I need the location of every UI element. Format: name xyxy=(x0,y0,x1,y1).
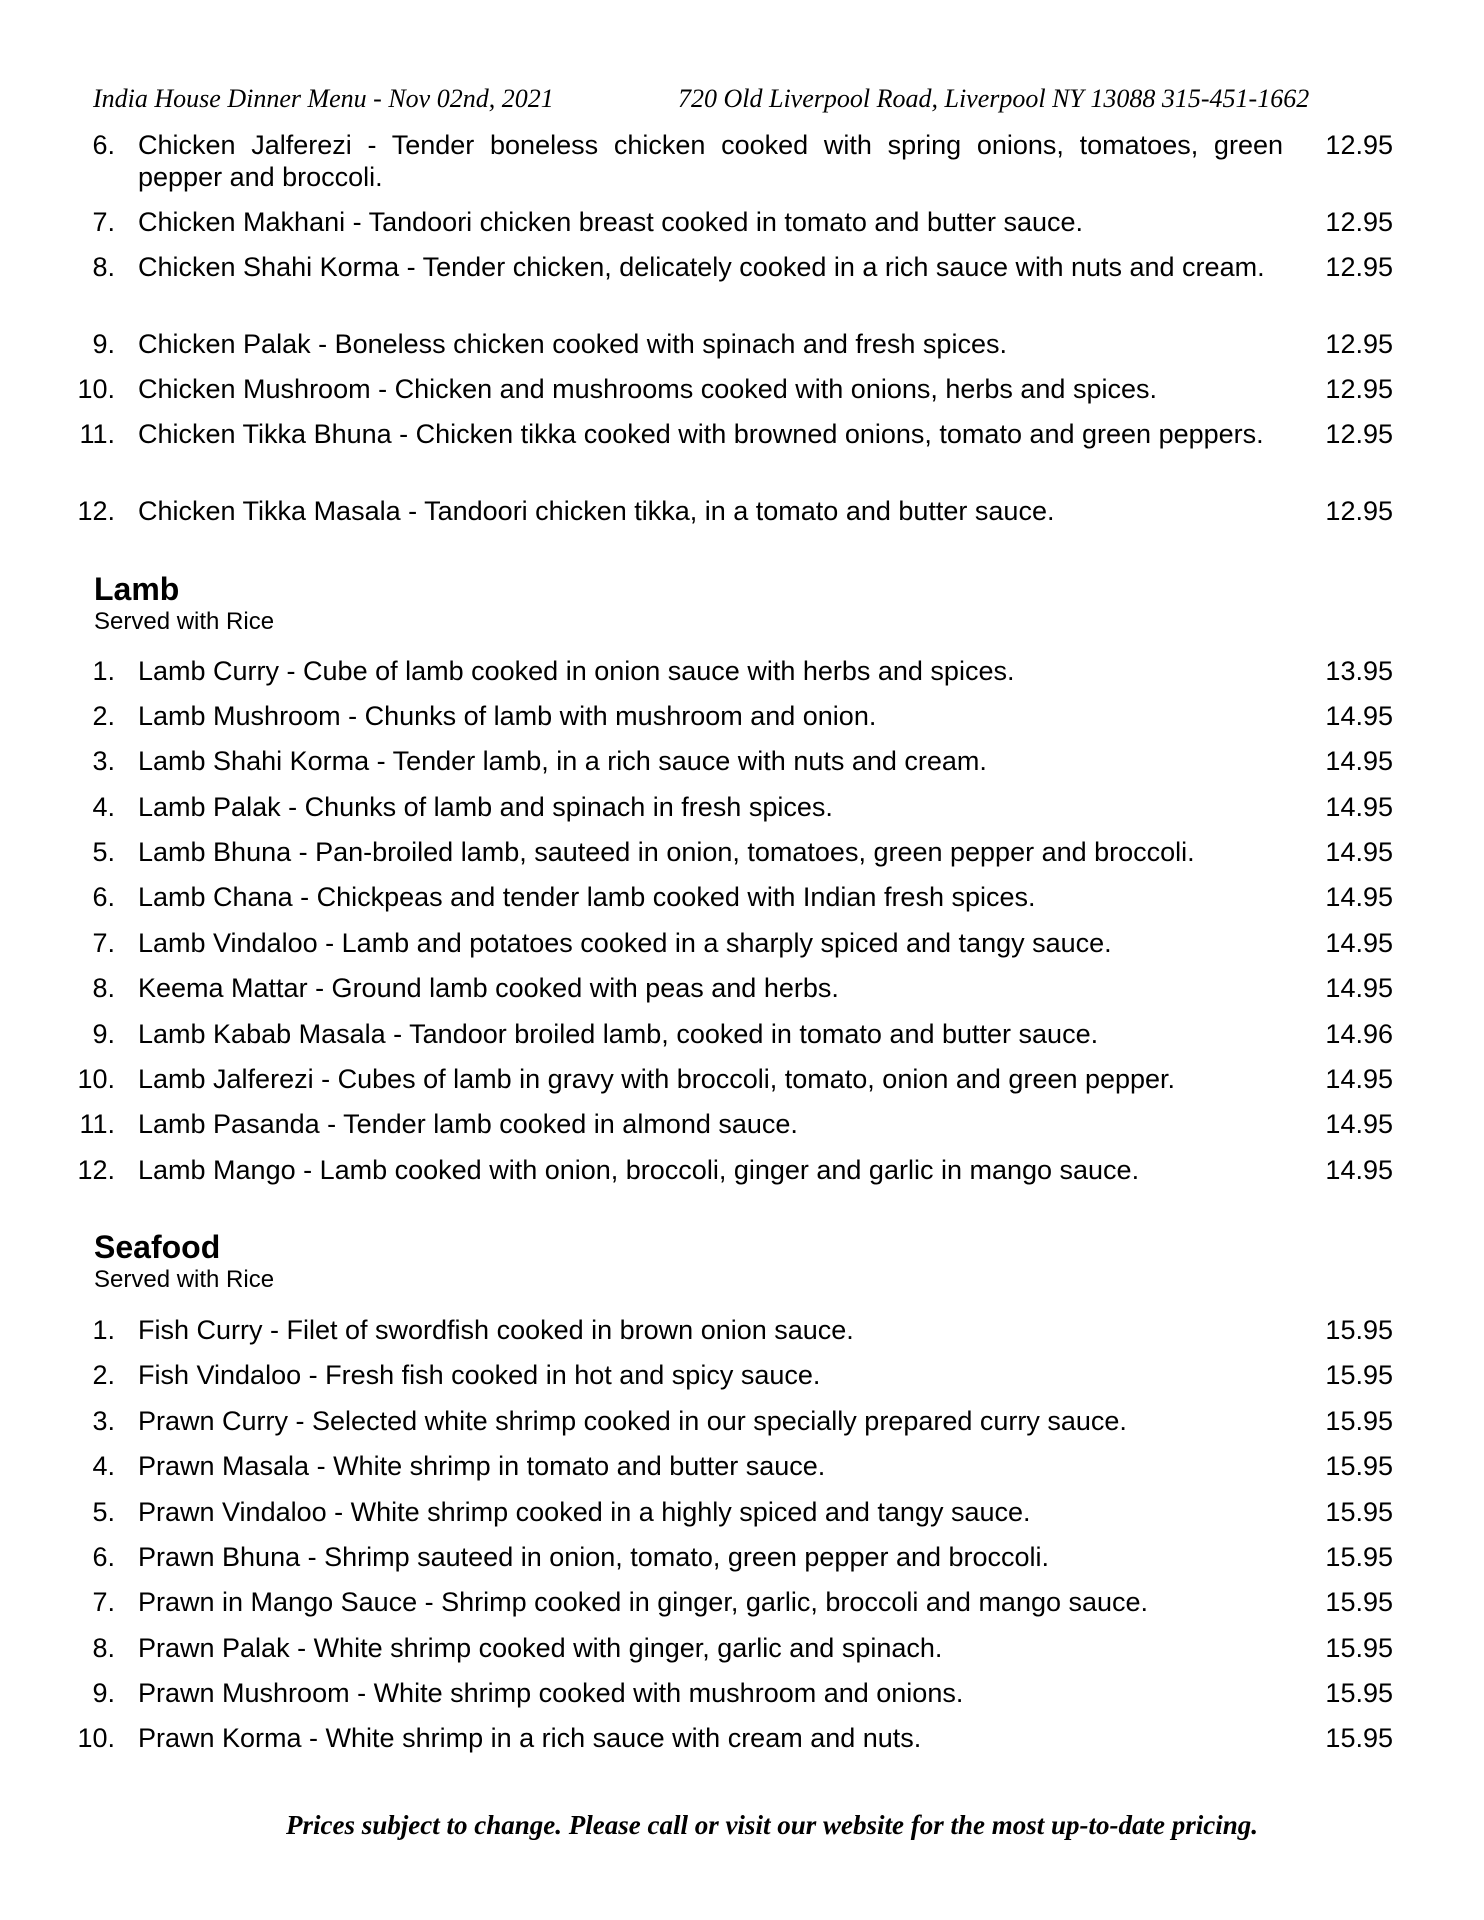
item-number: 12. xyxy=(77,496,115,526)
item-number: 11. xyxy=(79,1109,115,1139)
item-price: 12.95 xyxy=(1325,496,1393,526)
item-description: Chicken Shahi Korma - Tender chicken, delicately cooked in a rich sauce with nuts and cream. xyxy=(138,252,1265,282)
item-number: 6. xyxy=(92,882,115,912)
item-price: 15.95 xyxy=(1325,1633,1393,1663)
item-description: Lamb Vindaloo - Lamb and potatoes cooked in a sharply spiced and tangy sauce. xyxy=(138,928,1112,958)
item-number: 3. xyxy=(92,746,115,776)
item-price: 12.95 xyxy=(1325,207,1393,237)
item-price: 15.95 xyxy=(1325,1542,1393,1572)
item-description: Lamb Chana - Chickpeas and tender lamb cooked with Indian fresh spices. xyxy=(138,882,1036,912)
item-description: Chicken Makhani - Tandoori chicken breast cooked in tomato and butter sauce. xyxy=(138,207,1084,237)
item-price: 13.95 xyxy=(1325,656,1393,686)
item-description: Fish Curry - Filet of swordfish cooked in brown onion sauce. xyxy=(138,1315,854,1345)
item-number: 8. xyxy=(92,1633,115,1663)
item-description: Chicken Tikka Bhuna - Chicken tikka cooked with browned onions, tomato and green peppers. xyxy=(138,419,1264,449)
item-number: 10. xyxy=(77,1723,115,1753)
item-number: 9. xyxy=(92,1019,115,1049)
item-description: Lamb Mango - Lamb cooked with onion, broccoli, ginger and garlic in mango sauce. xyxy=(138,1155,1140,1185)
item-number: 5. xyxy=(92,1497,115,1527)
item-number: 6. xyxy=(92,130,115,160)
item-number: 11. xyxy=(79,419,115,449)
item-description: Lamb Palak - Chunks of lamb and spinach in fresh spices. xyxy=(138,792,833,822)
item-price: 14.95 xyxy=(1325,701,1393,731)
item-description: Keema Mattar - Ground lamb cooked with peas and herbs. xyxy=(138,973,839,1003)
item-number: 6. xyxy=(92,1542,115,1572)
item-description: Chicken Jalferezi - Tender boneless chicken cooked with spring onions, tomatoes, green pepper and broccoli. xyxy=(138,130,1283,192)
item-number: 8. xyxy=(92,973,115,1003)
item-number: 5. xyxy=(92,837,115,867)
item-number: 9. xyxy=(92,329,115,359)
item-price: 15.95 xyxy=(1325,1451,1393,1481)
item-number: 9. xyxy=(92,1678,115,1708)
section-title-lamb: Lamb xyxy=(94,571,180,607)
item-number: 3. xyxy=(92,1406,115,1436)
item-price: 15.95 xyxy=(1325,1406,1393,1436)
item-price: 14.95 xyxy=(1325,837,1393,867)
item-price: 14.95 xyxy=(1325,1155,1393,1185)
item-price: 14.95 xyxy=(1325,1109,1393,1139)
item-price: 14.95 xyxy=(1325,973,1393,1003)
item-description: Lamb Pasanda - Tender lamb cooked in almond sauce. xyxy=(138,1109,798,1139)
item-price: 15.95 xyxy=(1325,1360,1393,1390)
item-price: 14.95 xyxy=(1325,1064,1393,1094)
item-description: Chicken Palak - Boneless chicken cooked with spinach and fresh spices. xyxy=(138,329,1007,359)
section-subtitle-lamb: Served with Rice xyxy=(94,608,275,635)
item-description: Lamb Jalferezi - Cubes of lamb in gravy with broccoli, tomato, onion and green pepper. xyxy=(138,1064,1176,1094)
item-number: 10. xyxy=(77,1064,115,1094)
item-price: 14.95 xyxy=(1325,746,1393,776)
item-description: Prawn Vindaloo - White shrimp cooked in a highly spiced and tangy sauce. xyxy=(138,1497,1031,1527)
item-price: 12.95 xyxy=(1325,419,1393,449)
item-description: Prawn in Mango Sauce - Shrimp cooked in ginger, garlic, broccoli and mango sauce. xyxy=(138,1587,1149,1617)
item-description: Chicken Tikka Masala - Tandoori chicken tikka, in a tomato and butter sauce. xyxy=(138,496,1055,526)
item-number: 2. xyxy=(92,701,115,731)
restaurant-address-phone: 720 Old Liverpool Road, Liverpool NY 13088 315-451-1662 xyxy=(678,84,1310,113)
item-price: 15.95 xyxy=(1325,1678,1393,1708)
item-price: 14.95 xyxy=(1325,928,1393,958)
item-description: Fish Vindaloo - Fresh fish cooked in hot and spicy sauce. xyxy=(138,1360,821,1390)
item-number: 1. xyxy=(92,656,115,686)
item-number: 8. xyxy=(92,252,115,282)
item-description: Prawn Palak - White shrimp cooked with ginger, garlic and spinach. xyxy=(138,1633,943,1663)
item-price: 14.95 xyxy=(1325,882,1393,912)
item-price: 15.95 xyxy=(1325,1497,1393,1527)
item-description: Lamb Bhuna - Pan-broiled lamb, sauteed in onion, tomatoes, green pepper and broccoli. xyxy=(138,837,1195,867)
section-subtitle-seafood: Served with Rice xyxy=(94,1266,275,1293)
item-description: Lamb Kabab Masala - Tandoor broiled lamb, cooked in tomato and butter sauce. xyxy=(138,1019,1099,1049)
item-description: Prawn Korma - White shrimp in a rich sauce with cream and nuts. xyxy=(138,1723,922,1753)
item-number: 7. xyxy=(92,1587,115,1617)
item-price: 12.95 xyxy=(1325,252,1393,282)
item-description: Prawn Bhuna - Shrimp sauteed in onion, tomato, green pepper and broccoli. xyxy=(138,1542,1050,1572)
section-title-seafood: Seafood xyxy=(94,1229,221,1265)
item-price: 12.95 xyxy=(1325,374,1393,404)
item-price: 15.95 xyxy=(1325,1315,1393,1345)
item-description: Lamb Shahi Korma - Tender lamb, in a rich sauce with nuts and cream. xyxy=(138,746,987,776)
item-number: 2. xyxy=(92,1360,115,1390)
item-description: Prawn Mushroom - White shrimp cooked with mushroom and onions. xyxy=(138,1678,964,1708)
page-header xyxy=(93,84,1393,114)
item-number: 4. xyxy=(92,1451,115,1481)
item-number: 10. xyxy=(77,374,115,404)
item-price: 12.95 xyxy=(1325,130,1393,160)
item-price: 14.95 xyxy=(1325,792,1393,822)
item-description: Prawn Curry - Selected white shrimp cooked in our specially prepared curry sauce. xyxy=(138,1406,1127,1436)
item-number: 7. xyxy=(92,207,115,237)
item-description: Chicken Mushroom - Chicken and mushrooms cooked with onions, herbs and spices. xyxy=(138,374,1157,404)
item-description: Lamb Curry - Cube of lamb cooked in onion sauce with herbs and spices. xyxy=(138,656,1015,686)
item-number: 4. xyxy=(92,792,115,822)
item-price: 14.96 xyxy=(1325,1019,1393,1049)
item-price: 15.95 xyxy=(1325,1723,1393,1753)
item-number: 12. xyxy=(77,1155,115,1185)
item-number: 1. xyxy=(92,1315,115,1345)
item-number: 7. xyxy=(92,928,115,958)
menu-title-date: India House Dinner Menu - Nov 02nd, 2021 xyxy=(93,84,554,113)
item-price: 15.95 xyxy=(1325,1587,1393,1617)
item-description: Prawn Masala - White shrimp in tomato and butter sauce. xyxy=(138,1451,826,1481)
item-price: 12.95 xyxy=(1325,329,1393,359)
item-description: Lamb Mushroom - Chunks of lamb with mushroom and onion. xyxy=(138,701,877,731)
pricing-disclaimer: Prices subject to change. Please call or visit our website for the most up-to-date pricing. xyxy=(286,1810,1258,1840)
